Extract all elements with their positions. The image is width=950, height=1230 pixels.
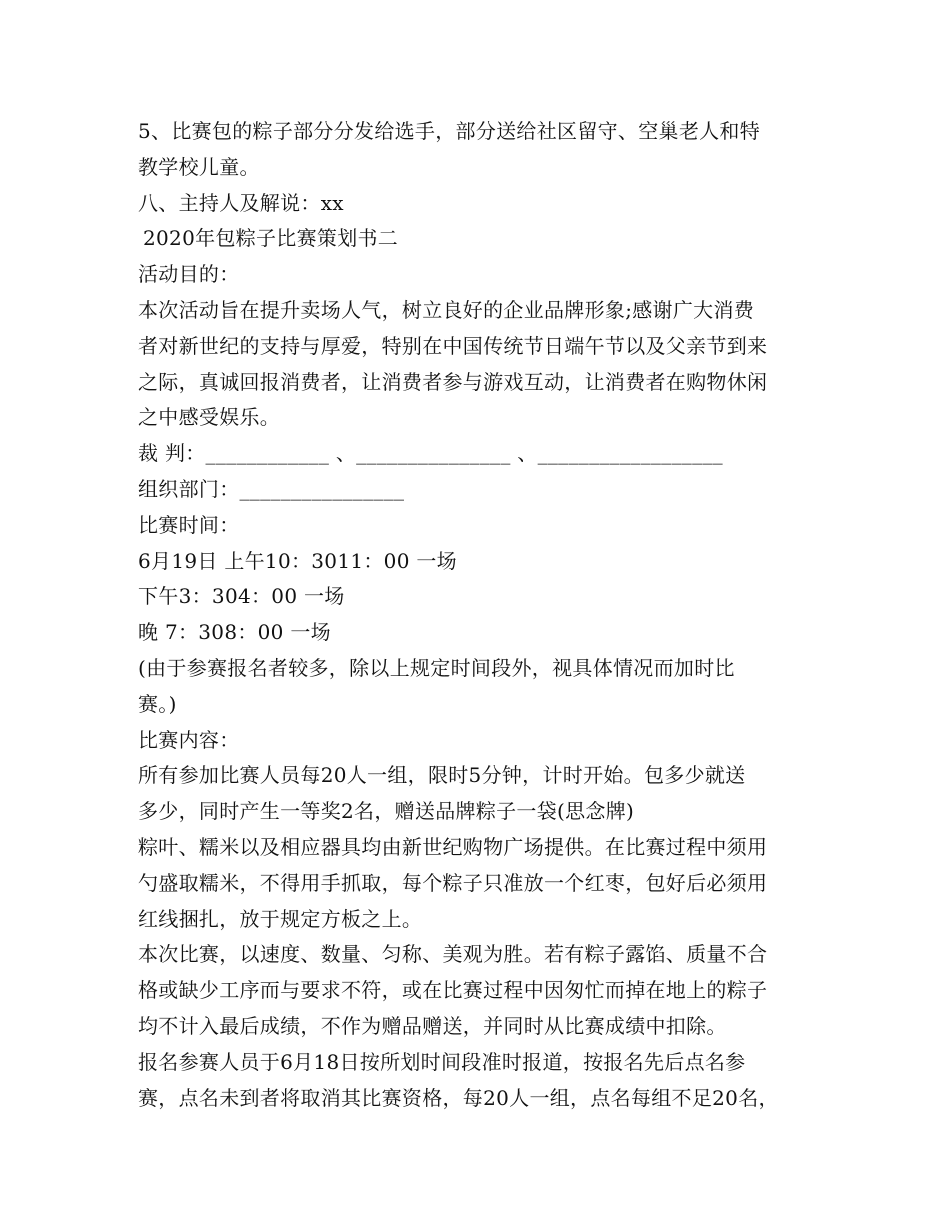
text-line: 所有参加比赛人员每20人一组，限时5分钟，计时开始。包多少就送 xyxy=(138,763,746,788)
text-line: 5、比赛包的粽子部分分发给选手，部分送给社区留守、空巢老人和特 xyxy=(138,119,761,143)
text-line: 报名参赛人员于6月18日按所划时间段准时报道，按报名先后点名参 xyxy=(138,1049,746,1074)
schedule-line: 6月19日 上午10：3011：00 一场 xyxy=(138,548,457,573)
text-line: 者对新世纪的支持与厚爱，特别在中国传统节日端午节以及父亲节到来 xyxy=(138,333,768,358)
text-line: 赛。) xyxy=(138,691,177,716)
organizer-field: 组织部门：________________ xyxy=(138,476,405,501)
schedule-line: 下午3：304：00 一场 xyxy=(138,584,345,609)
text-line: 本次活动旨在提升卖场人气，树立良好的企业品牌形象;感谢广大消费 xyxy=(138,297,755,322)
text-line: 本次比赛，以速度、数量、匀称、美观为胜。若有粽子露馅、质量不合 xyxy=(138,942,768,967)
schedule-line: 晚 7：308：00 一场 xyxy=(138,620,331,645)
text-line: 之中感受娱乐。 xyxy=(138,405,281,430)
text-line: 勺盛取糯米，不得用手抓取，每个粽子只准放一个红枣，包好后必须用 xyxy=(138,870,768,895)
text-line: 粽叶、糯米以及相应器具均由新世纪购物广场提供。在比赛过程中须用 xyxy=(138,834,768,859)
document-body xyxy=(138,114,828,1116)
document-subtitle: 2020年包粽子比赛策划书二 xyxy=(143,226,399,251)
section-heading: 活动目的： xyxy=(138,262,240,287)
text-line: 赛，点名未到者将取消其比赛资格，每20人一组，点名每组不足20名， xyxy=(138,1085,779,1110)
section-heading: 比赛内容： xyxy=(138,727,240,752)
section-heading: 比赛时间： xyxy=(138,512,240,537)
text-line: 教学校儿童。 xyxy=(138,154,260,179)
section-heading: 八、主持人及解说：xx xyxy=(138,190,344,215)
text-line: 红线捆扎，放于规定方板之上。 xyxy=(138,906,423,931)
judges-field: 裁 判：____________ 、_______________ 、__________________ xyxy=(138,441,723,466)
text-line: 格或缺少工序而与要求不符，或在比赛过程中因匆忙而掉在地上的粽子 xyxy=(138,978,768,1003)
text-line: 均不计入最后成绩，不作为赠品赠送，并同时从比赛成绩中扣除。 xyxy=(138,1013,727,1038)
text-line: 多少，同时产生一等奖2名，赠送品牌粽子一袋(思念牌) xyxy=(138,799,635,824)
text-line: (由于参赛报名者较多，除以上规定时间段外，视具体情况而加时比 xyxy=(138,655,735,680)
text-line: 之际，真诚回报消费者，让消费者参与游戏互动，让消费者在购物休闲 xyxy=(138,369,768,394)
